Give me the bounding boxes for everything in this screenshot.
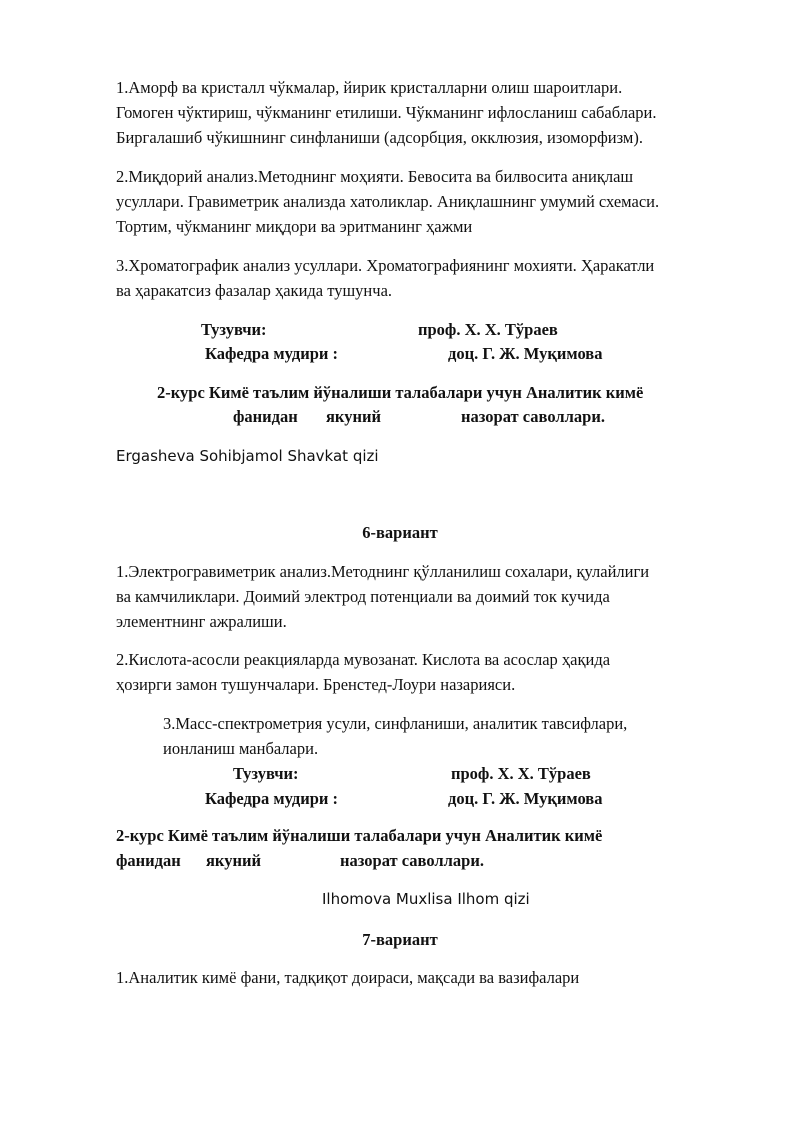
- exam-header-2-word-3: назорат саволлари.: [340, 851, 484, 870]
- v6-question-1-line-1: 1.Электрогравиметрик анализ.Методнинг қўлланилиш сохалари, қулайлиги: [116, 562, 650, 581]
- v6-department-head-name: доц. Г. Ж. Муқимова: [448, 789, 603, 808]
- question-1-line-3: Биргалашиб чўкишнинг синфланиши (адсорбция, окклюзия, изоморфизм).: [116, 128, 643, 147]
- question-2-line-2: усуллари. Гравиметрик анализда хатоликлар. Аниқлашнинг умумий схемаси.: [116, 192, 660, 211]
- v6-question-2-line-2: ҳозирги замон тушунчалари. Бренстед-Лоури назарияси.: [116, 675, 516, 694]
- question-3-line-2: ва ҳаракатсиз фазалар ҳакида тушунча.: [116, 281, 393, 300]
- exam-header-2-line-1: 2-курс Кимё таълим йўналиши талабалари учун Аналитик кимё: [116, 826, 603, 845]
- exam-header-2-word-2: якуний: [206, 851, 261, 870]
- question-1-line-1: 1.Аморф ва кристалл чўкмалар, йирик кристалларни олиш шароитлари.: [116, 78, 623, 97]
- exam-header-word-3: назорат саволлари.: [461, 407, 605, 426]
- question-1-line-2: Гомоген чўктириш, чўкманинг етилиши. Чўкманинг ифлосланиш сабаблари.: [116, 103, 657, 122]
- question-2-line-1: 2.Миқдорий анализ.Методнинг моҳияти. Бевосита ва билвосита аниқлаш: [116, 167, 634, 186]
- exam-header-word-1: фанидан: [233, 407, 298, 426]
- v6-question-2-line-1: 2.Кислота-асосли реакцияларда мувозанат. Кислота ва асослар ҳақида: [116, 650, 611, 669]
- variant-6-title: 6-вариант: [362, 523, 438, 542]
- v6-question-3-line-1: 3.Масс-спектрометрия усули, синфланиши, аналитик тавсифлари,: [163, 714, 628, 733]
- student-name-1: Ergasheva Sohibjamol Shavkat qizi: [116, 447, 379, 465]
- v6-author-name: проф. Х. Х. Тўраев: [451, 764, 591, 783]
- question-3-line-1: 3.Хроматографик анализ усуллари. Хроматографиянинг мохияти. Ҳаракатли: [116, 256, 655, 275]
- exam-header-word-2: якуний: [326, 407, 381, 426]
- v6-question-1-line-2: ва камчиликлари. Доимий электрод потенциали ва доимий ток кучида: [116, 587, 610, 606]
- v6-author-label: Тузувчи:: [233, 764, 299, 783]
- exam-header-2-word-1: фанидан: [116, 851, 181, 870]
- question-2-line-3: Тортим, чўкманинг миқдори ва эритманинг ҳажми: [116, 217, 473, 236]
- author-name: проф. Х. Х. Тўраев: [418, 320, 558, 339]
- v7-question-1: 1.Аналитик кимё фани, тадқиқот доираси, мақсади ва вазифалари: [116, 968, 580, 987]
- v6-question-3-line-2: ионланиш манбалари.: [163, 739, 319, 758]
- author-label: Тузувчи:: [201, 320, 267, 339]
- exam-header-line-1: 2-курс Кимё таълим йўналиши талабалари учун Аналитик кимё: [157, 383, 644, 402]
- department-head-name: доц. Г. Ж. Муқимова: [448, 344, 603, 363]
- department-head-label: Кафедра мудири :: [205, 344, 339, 363]
- student-name-2: Ilhomova Muxlisa Ilhom qizi: [322, 890, 530, 908]
- variant-7-title: 7-вариант: [362, 930, 438, 949]
- v6-department-head-label: Кафедра мудири :: [205, 789, 339, 808]
- v6-question-1-line-3: элементнинг ажралиши.: [116, 612, 287, 631]
